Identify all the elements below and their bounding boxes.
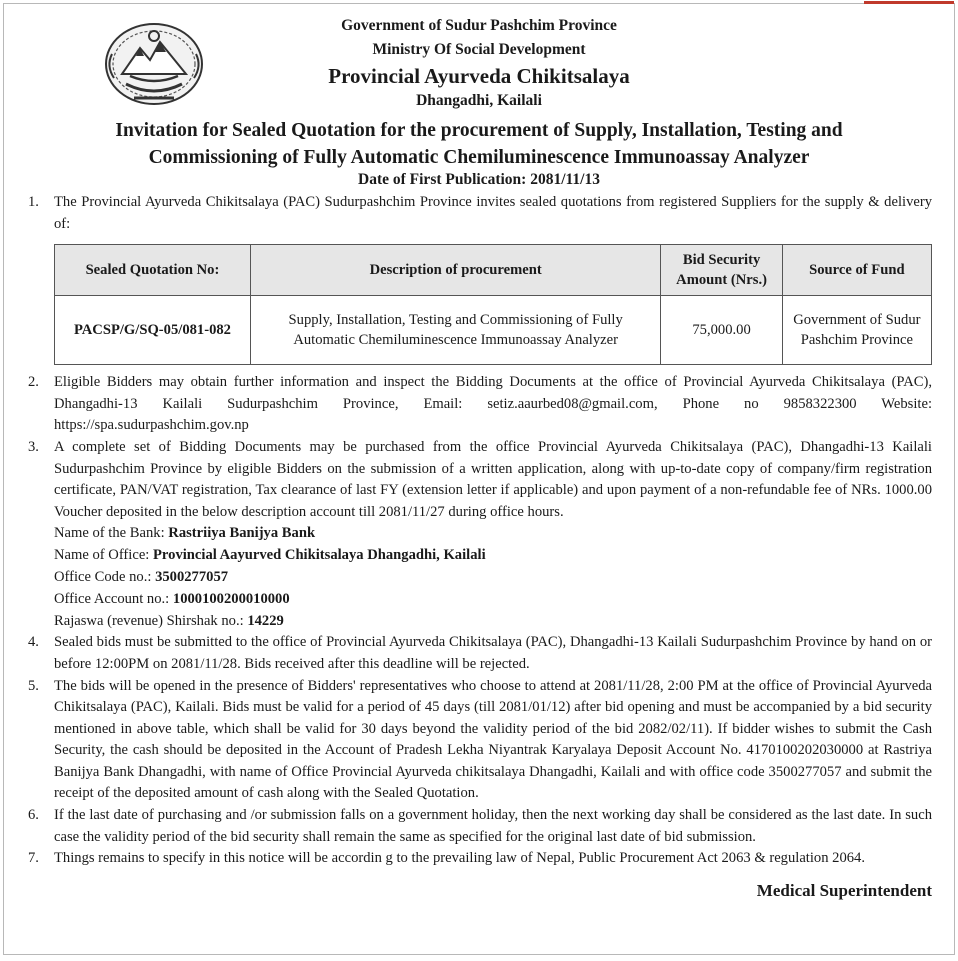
- bank-name-value: Rastriiya Banijya Bank: [168, 525, 316, 542]
- account-label: Office Account no.:: [54, 590, 170, 607]
- item-text: The Provincial Ayurveda Chikitsalaya (PAC) Sudurpashchim Province invites sealed quotations from registered Suppliers for the supply & delivery of:: [54, 194, 932, 232]
- procurement-table: [54, 244, 932, 365]
- item-text: A complete set of Bidding Documents may be purchased from the office Provincial Ayurveda Chikitsalaya (PAC), Dhangadhi-13 Kailali Sudurpashchim Province by eligible Bidders on the submission of a written application, along with up-to-date copy of company/firm registration certificate, PAN/VAT registration, Tax clearance of last FY (extension letter if applicable) and upon payment of a non-refundable fee of NRs. 1000.00 Voucher deposited in the below description account till 2081/11/27 during office hours.: [54, 438, 932, 520]
- office-name-row: [54, 545, 932, 567]
- office-location: Dhangadhi, Kailali: [416, 92, 542, 109]
- item-number: 7.: [28, 850, 39, 867]
- list-item: [26, 192, 932, 235]
- header-quotation-no: Sealed Quotation No:: [55, 245, 251, 296]
- list-item: [26, 848, 932, 870]
- list-item: [26, 805, 932, 848]
- office-name-label: Name of Office:: [54, 547, 150, 564]
- cell-description: Supply, Installation, Testing and Commissioning of Fully Automatic Chemiluminescence Immunoassay Analyzer: [250, 296, 661, 365]
- publication-date: Date of First Publication: 2081/11/13: [358, 171, 600, 188]
- bank-name-row: [54, 523, 932, 545]
- office-code-value: 3500277057: [155, 568, 229, 585]
- bank-details: [26, 523, 932, 632]
- rajaswa-label: Rajaswa (revenue) Shirshak no.:: [54, 612, 244, 629]
- office-name-value: Provincial Aayurved Chikitsalaya Dhangadhi, Kailali: [153, 547, 486, 564]
- notice-page: [3, 3, 955, 955]
- item-number: 5.: [28, 677, 39, 694]
- table-row: [55, 296, 932, 365]
- item-number: 3.: [28, 438, 39, 455]
- list-item: [26, 676, 932, 806]
- top-accent-bar: [864, 1, 954, 4]
- cell-bid-security: 75,000.00: [661, 296, 782, 365]
- list-item: [26, 632, 932, 675]
- notice-title: [4, 117, 954, 171]
- notice-body: [26, 192, 932, 901]
- title-line-2: Commissioning of Fully Automatic Chemiluminescence Immunoassay Analyzer: [148, 147, 810, 168]
- office-code-label: Office Code no.:: [54, 568, 152, 585]
- header-description: Description of procurement: [250, 245, 661, 296]
- list-item: [26, 437, 932, 523]
- rajaswa-value: 14229: [247, 612, 284, 629]
- item-text: The bids will be opened in the presence of Bidders' representatives who choose to attend at 2081/11/28, 2:00 PM at the office of Provincial Ayurveda Chikitsalaya (PAC), Kailali. Bids must be valid for a period of 45 days (till 2081/01/12) after bid opening and must be accompanied by a bid security mentioned in above table, which shall be valid for 30 days beyond the validity period of the bid 2082/02/11). If bidder wishes to submit the Cash Security, the cash should be deposited in the Account of Pradesh Lekha Niyantrak Karyalaya Deposit Account No. 4170100202030000 at Rastriya Banijya Bank Dhangadhi, with name of Office Provincial Ayurveda chikitsalaya Dhangadhi, Kailali and with office code 3500277057 and submit the receipt of the deposited amount of cash along with the Sealed Quotation.: [54, 677, 932, 802]
- item-number: 6.: [28, 807, 39, 824]
- item-text: Eligible Bidders may obtain further information and inspect the Bidding Documents at the office of Provincial Ayurveda Chikitsalaya (PAC), Dhangadhi-13 Kailali Sudurpashchim Province, Email: setiz.aaurbed08@gmail.com, Phone no 9858322300 Website: https://spa.sudurpashchim.gov.np: [54, 374, 932, 434]
- header-bid-security: Bid Security Amount (Nrs.): [661, 245, 782, 296]
- office-code-row: [54, 567, 932, 589]
- cell-source-of-fund: Government of Sudur Pashchim Province: [782, 296, 931, 365]
- table-header-row: [55, 245, 932, 296]
- rajaswa-row: [54, 611, 932, 633]
- item-number: 4.: [28, 634, 39, 651]
- bank-name-label: Name of the Bank:: [54, 525, 165, 542]
- office-name: Provincial Ayurveda Chikitsalaya: [328, 64, 630, 88]
- ministry-name: Ministry Of Social Development: [372, 41, 586, 58]
- item-text: If the last date of purchasing and /or submission falls on a government holiday, then the next working day shall be considered as the last date. In such case the validity period of the bid security shall remain the same as specified for the original last date of bid submission.: [54, 807, 932, 845]
- account-value: 1000100200010000: [172, 590, 290, 607]
- item-text: Things remains to specify in this notice will be accordin g to the prevailing law of Nepal, Public Procurement Act 2063 & regulation 2064.: [54, 850, 865, 867]
- account-row: [54, 589, 932, 611]
- letterhead: [4, 14, 954, 112]
- cell-quotation-no: PACSP/G/SQ-05/081-082: [55, 296, 251, 365]
- item-text: Sealed bids must be submitted to the office of Provincial Ayurveda Chikitsalaya (PAC), Dhangadhi-13 Kailali Sudurpashchim Province by hand on or before 12:00PM on 2081/11/28. Bids received after this deadline will be rejected.: [54, 634, 932, 672]
- list-item: [26, 372, 932, 437]
- item-number: 2.: [28, 374, 39, 391]
- item-number: 1.: [28, 194, 39, 210]
- title-line-1: Invitation for Sealed Quotation for the procurement of Supply, Installation, Testing and: [115, 120, 843, 141]
- signature-title: Medical Superintendent: [756, 880, 932, 900]
- header-source-of-fund: Source of Fund: [782, 245, 931, 296]
- government-name: Government of Sudur Pashchim Province: [341, 17, 617, 34]
